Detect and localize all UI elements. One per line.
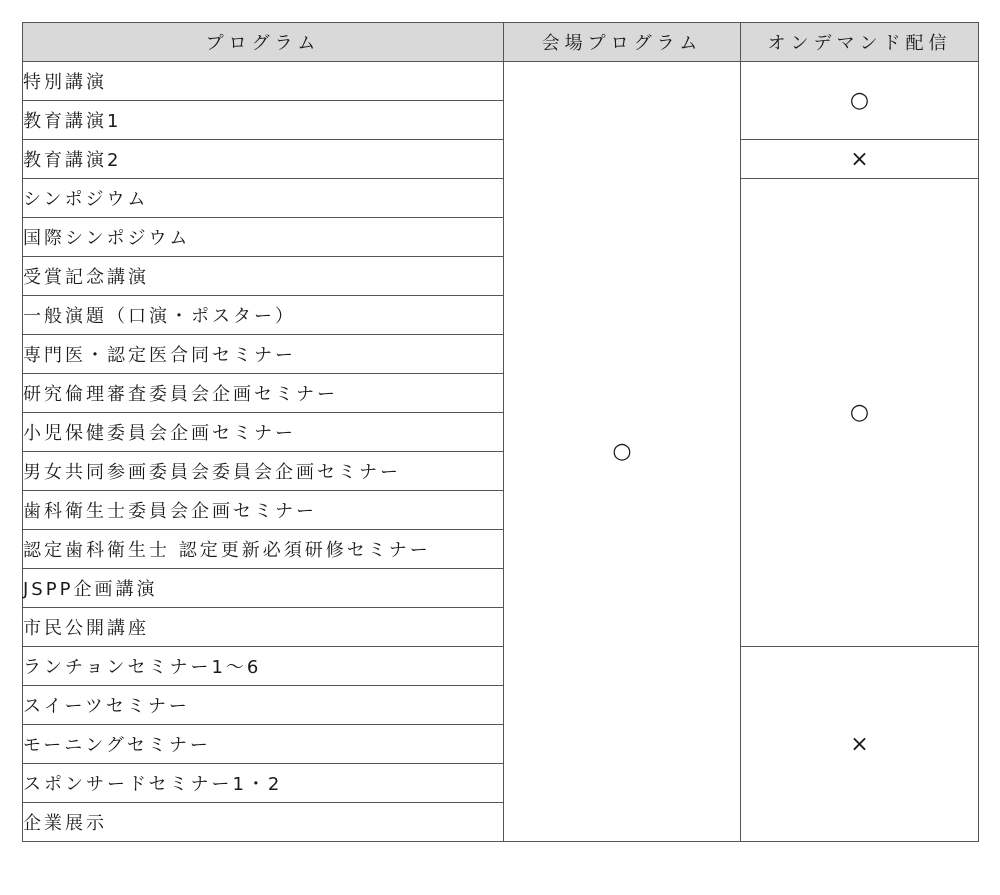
table-row bbox=[23, 62, 979, 101]
program-name: 企業展示 bbox=[23, 803, 504, 842]
program-name: 歯科衛生士委員会企画セミナー bbox=[23, 491, 504, 530]
header-program: プログラム bbox=[23, 23, 504, 62]
on-demand-mark-group-2: × bbox=[741, 140, 979, 179]
program-name: 研究倫理審査委員会企画セミナー bbox=[23, 374, 504, 413]
on-demand-mark-group-1: ○ bbox=[741, 62, 979, 140]
program-name: 特別講演 bbox=[23, 62, 504, 101]
venue-available-mark: ○ bbox=[504, 62, 741, 842]
program-name: 専門医・認定医合同セミナー bbox=[23, 335, 504, 374]
on-demand-mark-group-3: ○ bbox=[741, 179, 979, 647]
program-name: 国際シンポジウム bbox=[23, 218, 504, 257]
table-row bbox=[23, 140, 979, 179]
program-name: 市民公開講座 bbox=[23, 608, 504, 647]
program-name: スイーツセミナー bbox=[23, 686, 504, 725]
program-name: スポンサードセミナー1・2 bbox=[23, 764, 504, 803]
program-name: 受賞記念講演 bbox=[23, 257, 504, 296]
program-name: シンポジウム bbox=[23, 179, 504, 218]
program-name: JSPP企画講演 bbox=[23, 569, 504, 608]
table-header-row bbox=[23, 23, 979, 62]
program-name: モーニングセミナー bbox=[23, 725, 504, 764]
header-venue-program: 会場プログラム bbox=[504, 23, 741, 62]
table-row bbox=[23, 179, 979, 218]
program-delivery-table bbox=[22, 22, 979, 842]
table-row bbox=[23, 647, 979, 686]
header-on-demand: オンデマンド配信 bbox=[741, 23, 979, 62]
program-name: 一般演題（口演・ポスター） bbox=[23, 296, 504, 335]
on-demand-mark-group-4: × bbox=[741, 647, 979, 842]
program-name: 認定歯科衛生士 認定更新必須研修セミナー bbox=[23, 530, 504, 569]
program-name: ランチョンセミナー1～6 bbox=[23, 647, 504, 686]
program-name: 小児保健委員会企画セミナー bbox=[23, 413, 504, 452]
program-name: 教育講演1 bbox=[23, 101, 504, 140]
program-name: 教育講演2 bbox=[23, 140, 504, 179]
program-name: 男女共同参画委員会委員会企画セミナー bbox=[23, 452, 504, 491]
